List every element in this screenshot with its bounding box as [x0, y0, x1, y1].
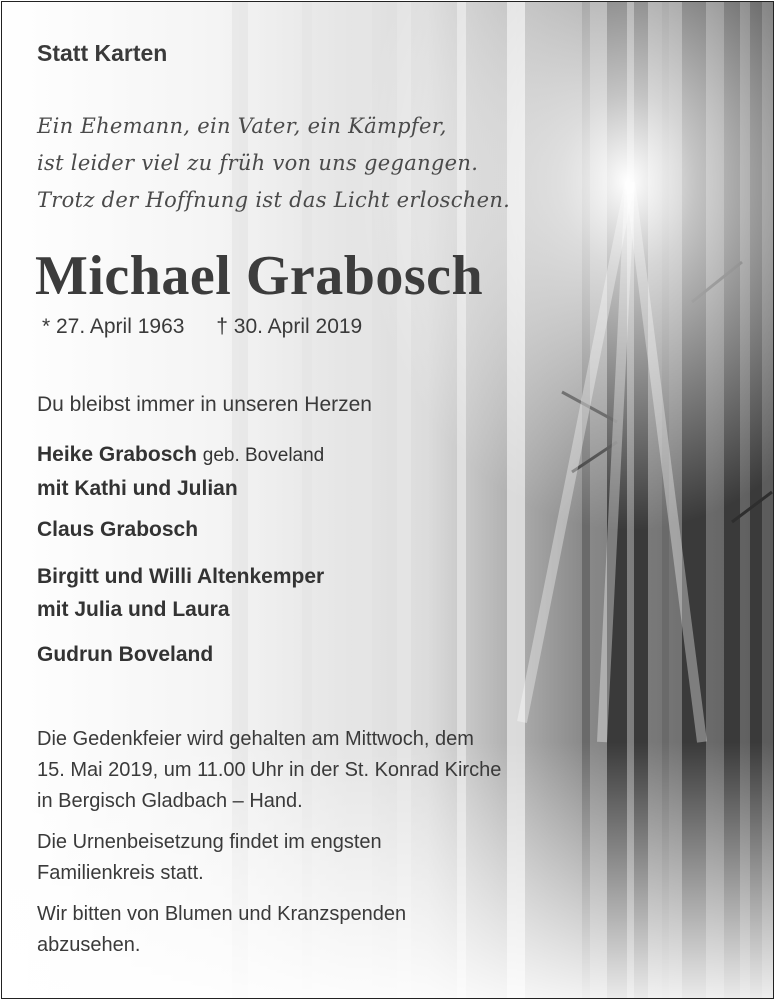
family-group	[37, 513, 537, 546]
family-name: mit Julia und Laura	[37, 598, 230, 621]
family-name: mit Kathi und Julian	[37, 477, 238, 500]
verse-line: Ein Ehemann, ein Vater, ein Kämpfer,	[37, 114, 447, 138]
verse	[37, 108, 577, 219]
verse-line: ist leider viel zu früh von uns gegangen.	[37, 151, 479, 175]
life-dates	[42, 315, 388, 339]
family-name: Heike Grabosch	[37, 443, 197, 466]
ceremony-paragraph: Die Gedenkfeier wird gehalten am Mittwoch, dem 15. Mai 2019, um 11.00 Uhr in der St. Konrad Kirche in Bergisch Gladbach – Hand.	[37, 728, 502, 812]
maiden-name: geb. Boveland	[202, 445, 325, 466]
obituary-notice	[1, 1, 774, 999]
family-name: Birgitt und Willi Altenkemper	[37, 565, 325, 588]
family-name: Gudrun Boveland	[37, 643, 214, 666]
urn-paragraph: Die Urnenbeisetzung findet im engsten Familienkreis statt.	[37, 831, 382, 884]
flowers-paragraph: Wir bitten von Blumen und Kranzspenden abzusehen.	[37, 903, 407, 956]
family-group	[37, 438, 537, 505]
deceased-name: Michael Grabosch	[35, 245, 484, 307]
ceremony-info	[37, 724, 577, 971]
birth-date: * 27. April 1963	[42, 315, 185, 338]
family-group	[37, 638, 537, 671]
verse-line: Trotz der Hoffnung ist das Licht erloschen.	[37, 188, 511, 212]
death-date: † 30. April 2019	[216, 315, 363, 338]
header-statt-karten: Statt Karten	[37, 40, 168, 66]
family-list	[37, 438, 537, 679]
memorial-line: Du bleibst immer in unseren Herzen	[37, 393, 372, 416]
family-name: Claus Grabosch	[37, 518, 199, 541]
family-group	[37, 560, 537, 626]
